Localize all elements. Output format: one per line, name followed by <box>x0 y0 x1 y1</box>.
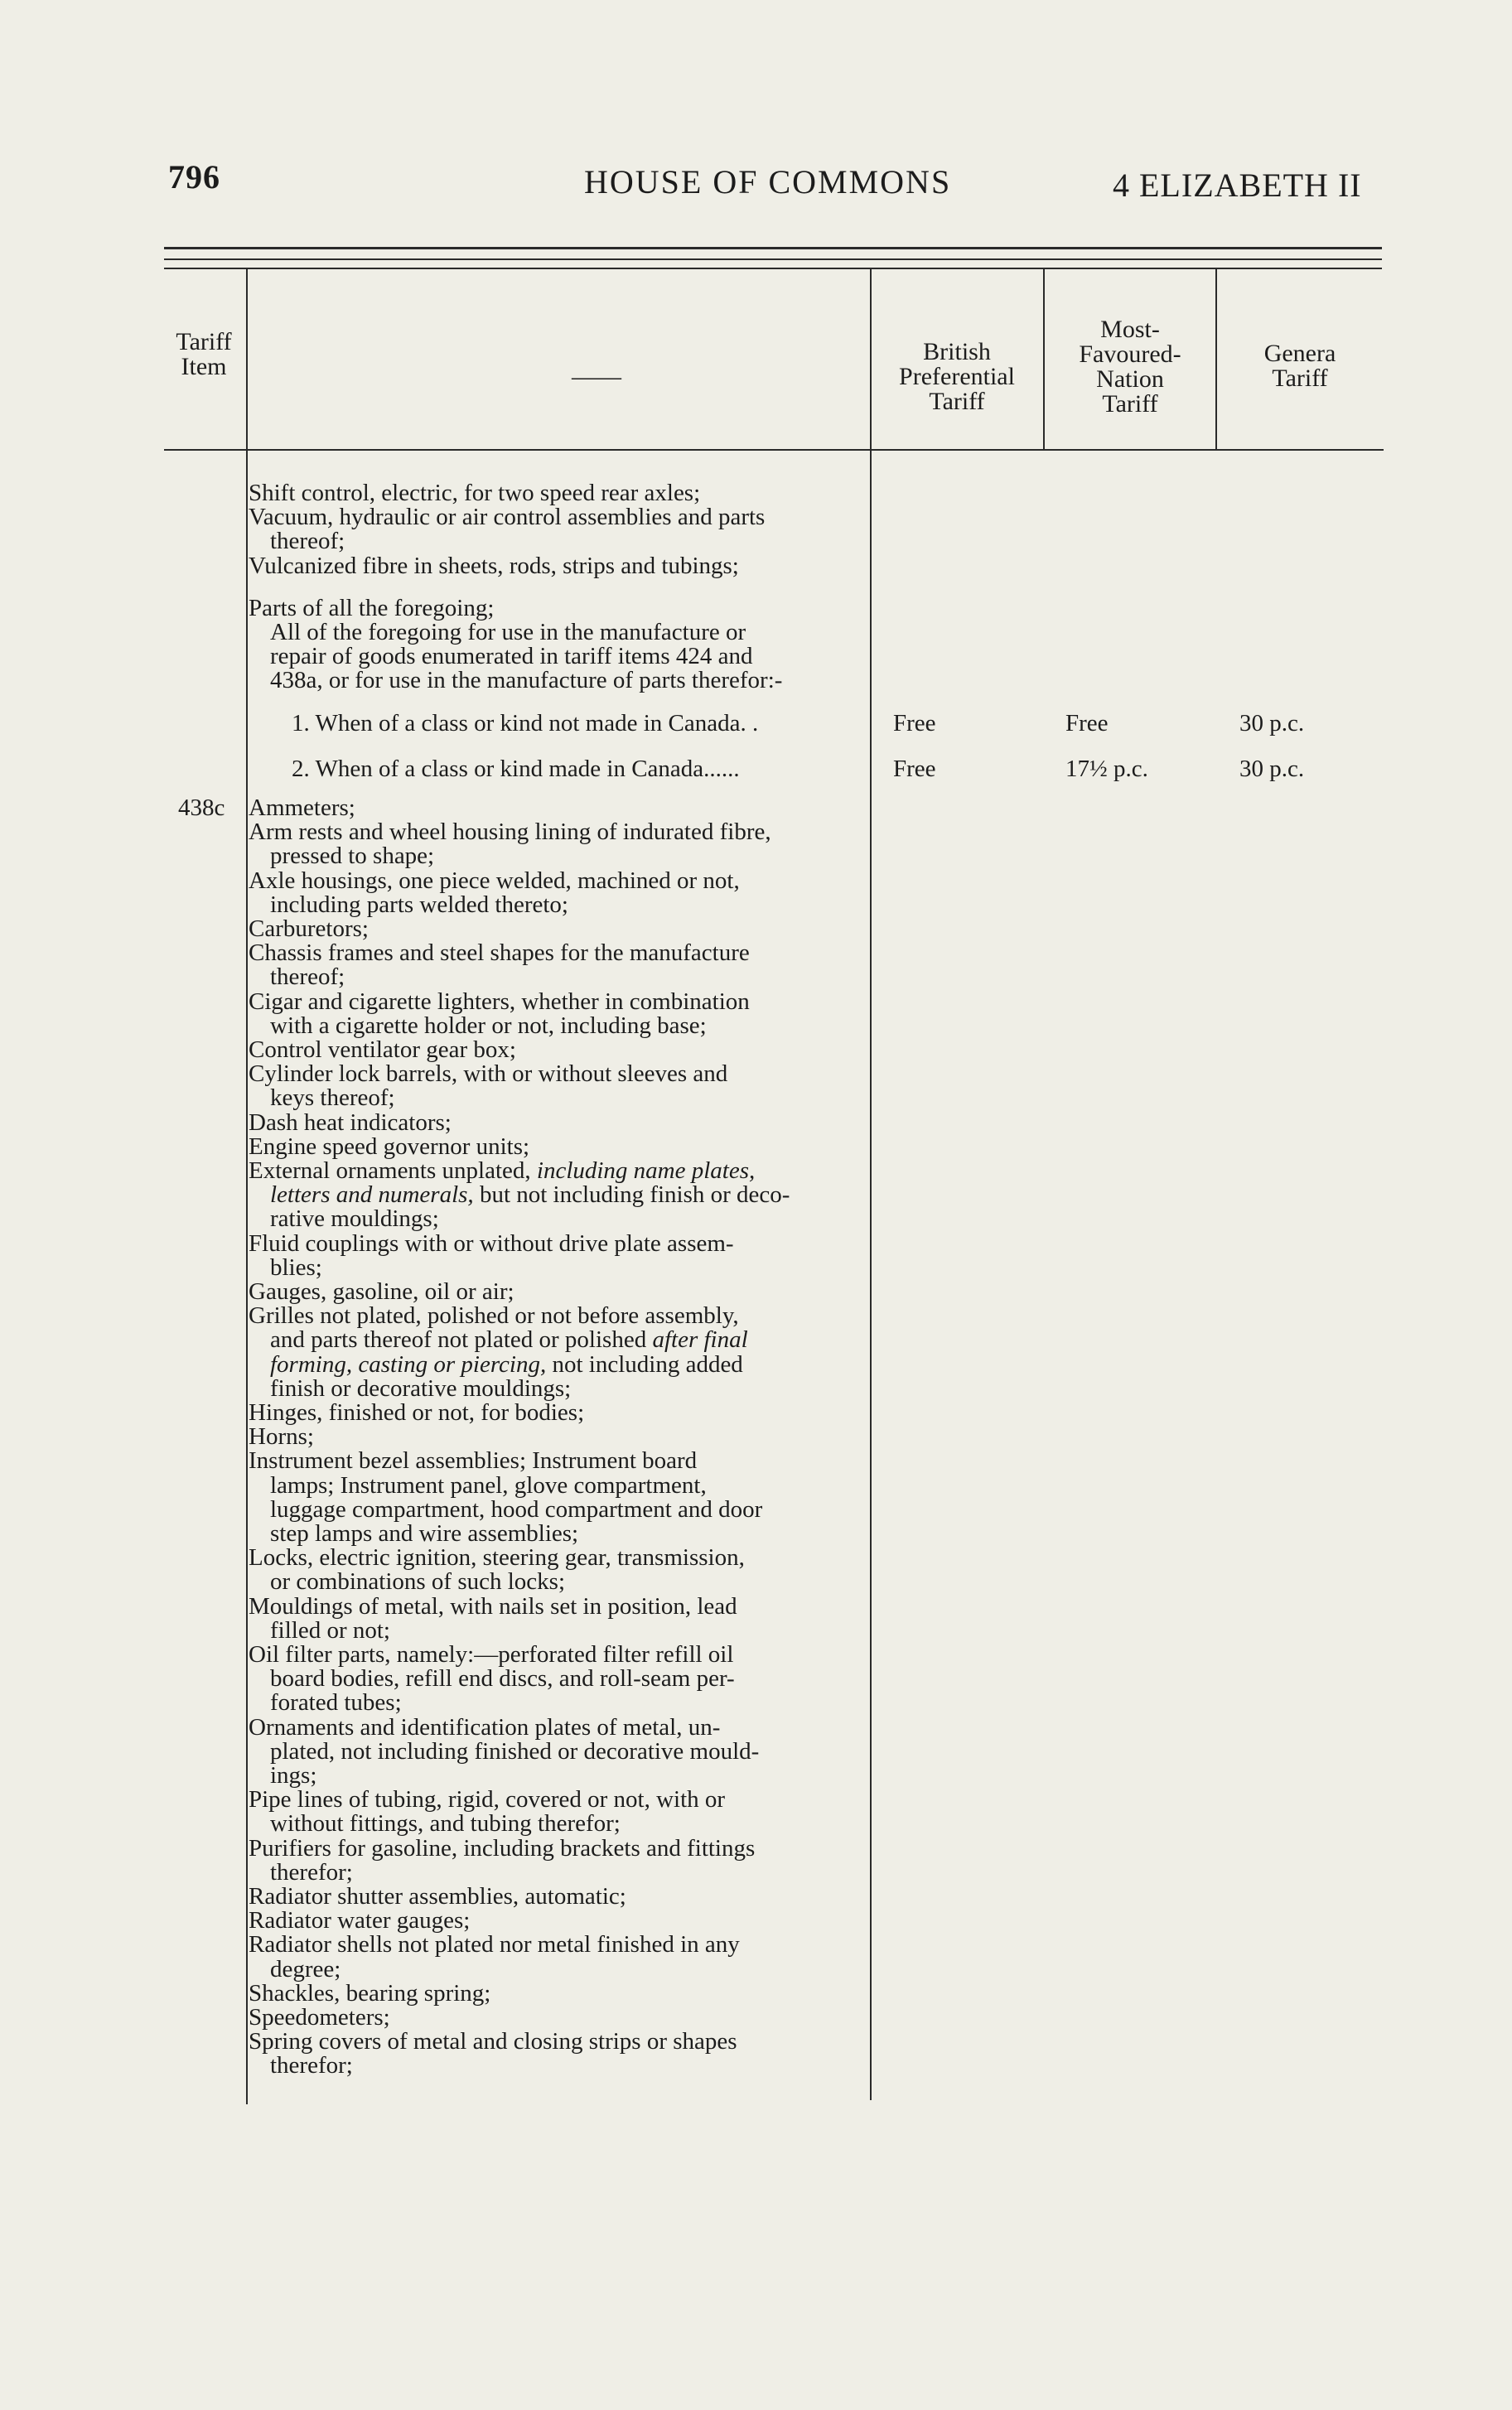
description-line: keys thereof; <box>270 1084 395 1112</box>
description-line: 2. When of a class or kind made in Canada...... <box>292 755 740 782</box>
description-line: 1. When of a class or kind not made in Canada. . <box>292 709 759 737</box>
description-line: Chassis frames and steel shapes for the manufacture <box>249 939 750 967</box>
description-line: Instrument bezel assemblies; Instrument board <box>249 1447 698 1475</box>
description-line: Shackles, bearing spring; <box>249 1979 491 2007</box>
col-head-general-line: Genera <box>1263 340 1336 367</box>
description-line: finish or decorative mouldings; <box>270 1374 572 1402</box>
description-line: Horns; <box>249 1423 314 1451</box>
page-number: 796 <box>168 158 220 196</box>
description-line: Gauges, gasoline, oil or air; <box>249 1278 514 1305</box>
description-line: Dash heat indicators; <box>249 1108 452 1136</box>
description-line: including parts welded thereto; <box>270 891 568 918</box>
col-head-mfn-line: Tariff <box>1102 390 1158 418</box>
rate-most-favoured-nation: 17½ p.c. <box>1065 755 1148 782</box>
regnal-year: 4 ELIZABETH II <box>1113 167 1362 204</box>
description-line: forming, casting or piercing, not including added <box>270 1350 743 1378</box>
description-line: therefor; <box>270 2052 353 2079</box>
description-line: pressed to shape; <box>270 843 435 870</box>
tariff-item-number: 438c <box>178 794 225 821</box>
col-head-british-line: Tariff <box>929 388 985 415</box>
description-line: Axle housings, one piece welded, machined or not, <box>249 867 740 894</box>
description-line: Fluid couplings with or without drive plate assem- <box>249 1229 734 1257</box>
col-head-general-line: Tariff <box>1272 365 1328 392</box>
description-line: Vacuum, hydraulic or air control assemblies and parts <box>249 504 766 531</box>
col-head-tariff-item-line: Item <box>181 353 227 380</box>
col-head-tariff-item-line: Tariff <box>176 328 232 355</box>
description-line: Purifiers for gasoline, including brackets and fittings <box>249 1834 756 1862</box>
description-line: without fittings, and tubing therefor; <box>270 1810 621 1838</box>
description-line: with a cigarette holder or not, including base; <box>270 1012 707 1039</box>
rate-british-preferential: Free <box>893 709 936 737</box>
col-head-mfn-line: Most- <box>1100 316 1160 343</box>
description-line: Shift control, electric, for two speed rear axles; <box>249 480 701 506</box>
rate-general: 30 p.c. <box>1239 709 1305 737</box>
description-line: Radiator shutter assemblies, automatic; <box>249 1883 626 1910</box>
description-line: luggage compartment, hood compartment and door <box>270 1495 763 1523</box>
description-line: ings; <box>270 1762 317 1789</box>
description-line: Hinges, finished or not, for bodies; <box>249 1399 585 1426</box>
description-line: lamps; Instrument panel, glove compartment, <box>270 1471 707 1499</box>
description-line: All of the foregoing for use in the manufacture or <box>270 619 746 645</box>
description-line: 438a, or for use in the manufacture of parts therefor:- <box>270 667 783 694</box>
description-line: Speedometers; <box>249 2004 390 2031</box>
description-line: thereof; <box>270 528 345 555</box>
description-line: thereof; <box>270 964 345 991</box>
rate-british-preferential: Free <box>893 755 936 782</box>
page-title: HOUSE OF COMMONS <box>584 163 952 200</box>
description-line: rative mouldings; <box>270 1205 439 1233</box>
description-line: Vulcanized fibre in sheets, rods, strips and tubings; <box>249 552 739 579</box>
description-line: Control ventilator gear box; <box>249 1036 516 1063</box>
description-line: Cigar and cigarette lighters, whether in combination <box>249 988 750 1015</box>
description-line: Arm rests and wheel housing lining of indurated fibre, <box>249 819 771 846</box>
description-line: Ammeters; <box>249 794 355 821</box>
rate-most-favoured-nation: Free <box>1065 709 1109 737</box>
description-line: Locks, electric ignition, steering gear, transmission, <box>249 1544 745 1572</box>
description-line: Radiator water gauges; <box>249 1907 471 1934</box>
description-line: plated, not including finished or decorative mould- <box>270 1737 760 1765</box>
description-line: forated tubes; <box>270 1689 402 1717</box>
description-line: Pipe lines of tubing, rigid, covered or not, with or <box>249 1786 726 1814</box>
description-line: Cylinder lock barrels, with or without sleeves and <box>249 1060 728 1088</box>
col-head-mfn-line: Favoured- <box>1079 340 1181 368</box>
description-line: repair of goods enumerated in tariff items 424 and <box>270 643 753 670</box>
rate-general: 30 p.c. <box>1239 755 1305 782</box>
col-head-description: —— <box>572 363 621 390</box>
description-line: Oil filter parts, namely:—perforated filter refill oil <box>249 1641 734 1668</box>
description-line: step lamps and wire assemblies; <box>270 1520 579 1547</box>
description-line: letters and numerals, but not including finish or deco- <box>270 1181 790 1209</box>
description-line: Radiator shells not plated nor metal finished in any <box>249 1931 740 1958</box>
description-line: Engine speed governor units; <box>249 1133 530 1160</box>
description-line: Carburetors; <box>249 915 369 942</box>
description-line: Grilles not plated, polished or not before assembly, <box>249 1302 739 1330</box>
description-line: Parts of all the foregoing; <box>249 594 495 621</box>
description-line: Spring covers of metal and closing strips or shapes <box>249 2028 737 2055</box>
col-head-mfn-line: Nation <box>1096 365 1164 393</box>
col-head-british-line: Preferential <box>899 363 1015 390</box>
description-line: filled or not; <box>270 1616 390 1644</box>
col-head-british-line: British <box>923 338 991 365</box>
description-line: therefor; <box>270 1858 353 1886</box>
description-line: External ornaments unplated, including name plates, <box>249 1157 756 1184</box>
description-line: or combinations of such locks; <box>270 1568 566 1596</box>
description-line: Mouldings of metal, with nails set in position, lead <box>249 1592 737 1620</box>
description-line: degree; <box>270 1955 341 1983</box>
description-line: blies; <box>270 1253 322 1281</box>
description-line: and parts thereof not plated or polished after final <box>270 1326 748 1354</box>
description-line: board bodies, refill end discs, and roll-seam per- <box>270 1665 735 1693</box>
description-line: Ornaments and identification plates of metal, un- <box>249 1713 721 1741</box>
